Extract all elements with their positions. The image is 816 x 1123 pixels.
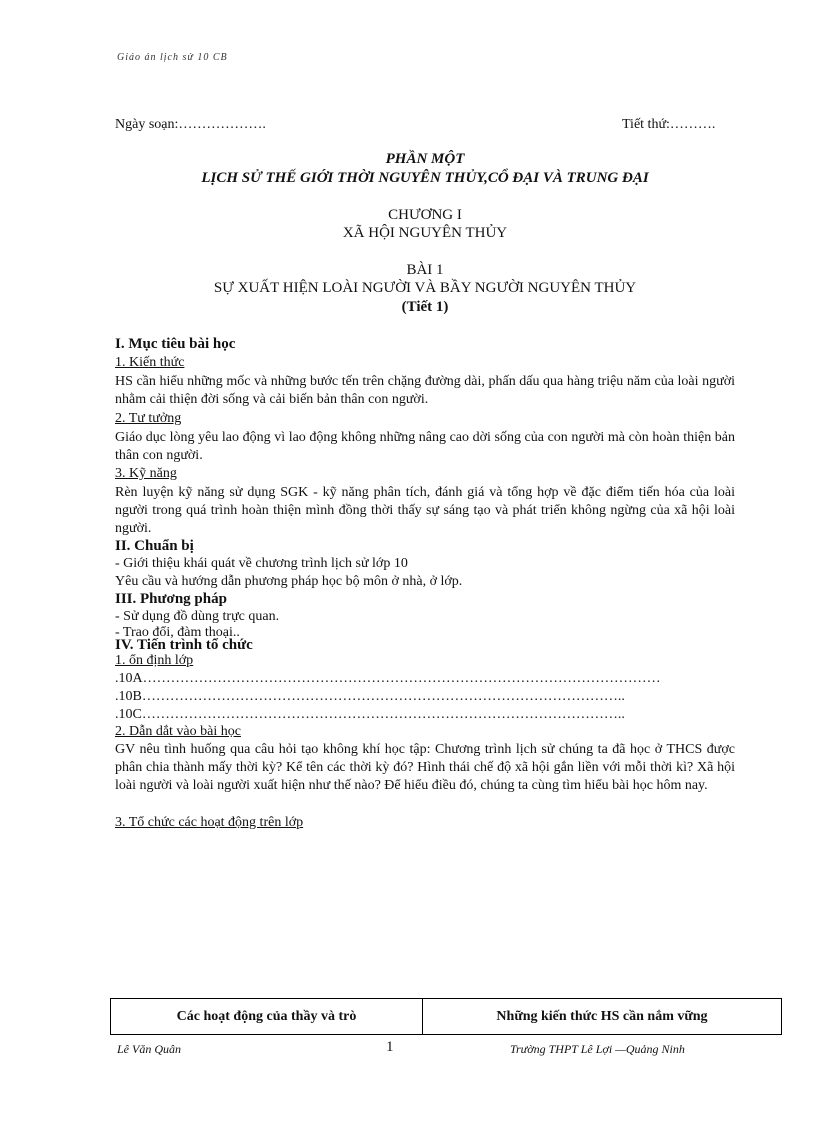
preparation-line-1: - Giới thiệu khái quát về chương trình lịch sử lớp 10 [115, 556, 408, 571]
lesson-period: (Tiết 1) [401, 299, 449, 315]
table-header-teacher-student: Các hoạt động của thầy và trò [111, 999, 423, 1035]
class-10a-line: .10A………………………………………………………………………………………………… [115, 671, 661, 686]
subsection-skills: 3. Kỹ năng [115, 466, 177, 481]
lesson-title: BÀI 1 [406, 262, 444, 278]
section-method: III. Phương pháp [115, 591, 227, 607]
knowledge-text: HS cần hiểu những mốc và những bước tến trên chặng đường dài, phấn dấu qua hàng triệu năm của loài người nhằm cải thiện đời sống và cải biến bản thân con người. [115, 374, 735, 407]
subsection-activities: 3. Tổ chức các hoạt động trên lớp [115, 815, 304, 830]
section-process: IV. Tiến trình tổ chức [115, 637, 253, 653]
section-objectives: I. Mục tiêu bài học [115, 336, 236, 352]
section-preparation: II. Chuẩn bị [115, 538, 194, 554]
lesson-subtitle: SỰ XUẤT HIỆN LOÀI NGƯỜI VÀ BẦY NGƯỜI NGUYÊN THỦY [213, 280, 637, 296]
activities-table [110, 998, 782, 1035]
part-title: PHẦN MỘT [385, 151, 465, 167]
table-header-knowledge: Những kiến thức HS cần nắm vững [423, 999, 782, 1035]
class-10c-line: .10C………………………………………………………………………………………….. [115, 707, 625, 722]
chapter-subtitle: XÃ HỘI NGUYÊN THỦY [342, 225, 508, 241]
footer-author: Lê Văn Quân [117, 1042, 181, 1056]
introduction-text: GV nêu tình huống qua câu hỏi tạo không khí học tập: Chương trình lịch sử chúng ta đã học ở THCS được phân chia thành mấy thời kỳ? Kể tên các thời kỳ đó? Hình thái chế độ xã hội gắn liền với mỗi thời kì? Xã hội loài người và loài người xuất hiện như thế nào? Để hiểu điều đó, chúng ta cùng tìm hiểu bài học hôm nay. [115, 742, 735, 793]
class-10b-line: .10B………………………………………………………………………………………….. [115, 689, 625, 704]
preparation-line-2: Yêu cầu và hướng dẫn phương pháp học bộ môn ở nhà, ở lớp. [115, 574, 463, 589]
subsection-knowledge: 1. Kiến thức [115, 355, 185, 370]
skills-text: Rèn luyện kỹ năng sử dụng SGK - kỹ năng phân tích, đánh giá và tổng hợp về đặc điểm tiến hóa của loài người trong quá trình hoàn thiện mình đồng thời thấy sự sáng tạo và phát triển không ngừng của xã hội loài người. [115, 485, 735, 536]
prep-date: Ngày soạn:………………. [115, 117, 266, 132]
subsection-class-check: 1. ổn định lớp [115, 653, 194, 668]
method-line-2: - Trao đổi, đàm thoại.. [115, 625, 240, 640]
header-note: Giáo án lịch sử 10 CB [117, 52, 228, 63]
attitude-text: Giáo dục lòng yêu lao động vì lao động không những nâng cao dời sống của con người mà còn hoàn thiện bản thân con người. [115, 430, 735, 463]
table-header-row [111, 999, 782, 1035]
subsection-introduction: 2. Dẫn dắt vào bài học [115, 724, 241, 739]
subsection-attitude: 2. Tư tưởng [115, 411, 182, 426]
part-subtitle: LỊCH SỬ THẾ GIỚI THỜI NGUYÊN THỦY,CỔ ĐẠI VÀ TRUNG ĐẠI [201, 170, 649, 186]
footer-school: Trường THPT Lê Lợi —Quảng Ninh [510, 1042, 685, 1056]
method-line-1: - Sử dụng đồ dùng trực quan. [115, 609, 280, 624]
period-number: Tiết thứ:………. [622, 117, 716, 132]
chapter-title: CHƯƠNG I [388, 207, 462, 223]
page-number: 1 [386, 1039, 394, 1055]
